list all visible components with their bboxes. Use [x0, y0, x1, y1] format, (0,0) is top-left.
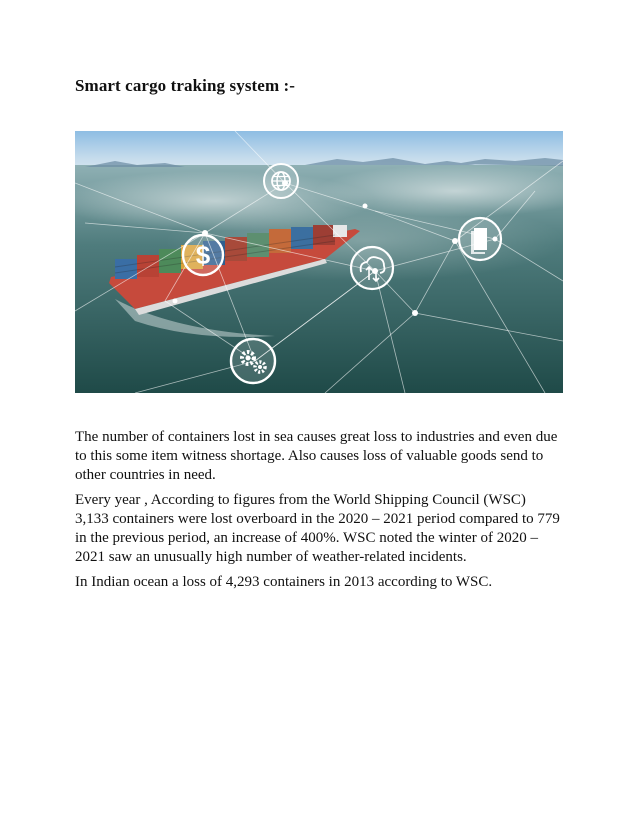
body-text	[75, 428, 563, 598]
paragraph-indian-ocean: In Indian ocean a loss of 4,293 containers in 2013 according to WSC.	[75, 574, 493, 590]
page-heading: Smart cargo traking system :-	[75, 76, 296, 95]
hero-image	[75, 131, 563, 393]
cloud-transfer-icon	[351, 247, 393, 289]
gears-icon	[231, 339, 275, 383]
globe-icon	[264, 164, 298, 198]
paragraph-wsc-statistics: Every year , According to figures from the World Shipping Council (WSC) 3,133 containers were lost overboard in the 2020 – 2021 period compared to 779 in the previous period, an increase of 400%. WSC noted the winter of 2020 – 2021 saw an unusually high number of weather-related incidents.	[75, 492, 560, 565]
svg-text:$: $	[195, 240, 211, 270]
dollar-icon	[183, 235, 223, 275]
document-icon	[459, 218, 501, 260]
paragraph-container-losses: The number of containers lost in sea causes great loss to industries and even due to this some item witness shortage. Also causes loss of valuable goods send to other countries in need.	[75, 429, 558, 483]
